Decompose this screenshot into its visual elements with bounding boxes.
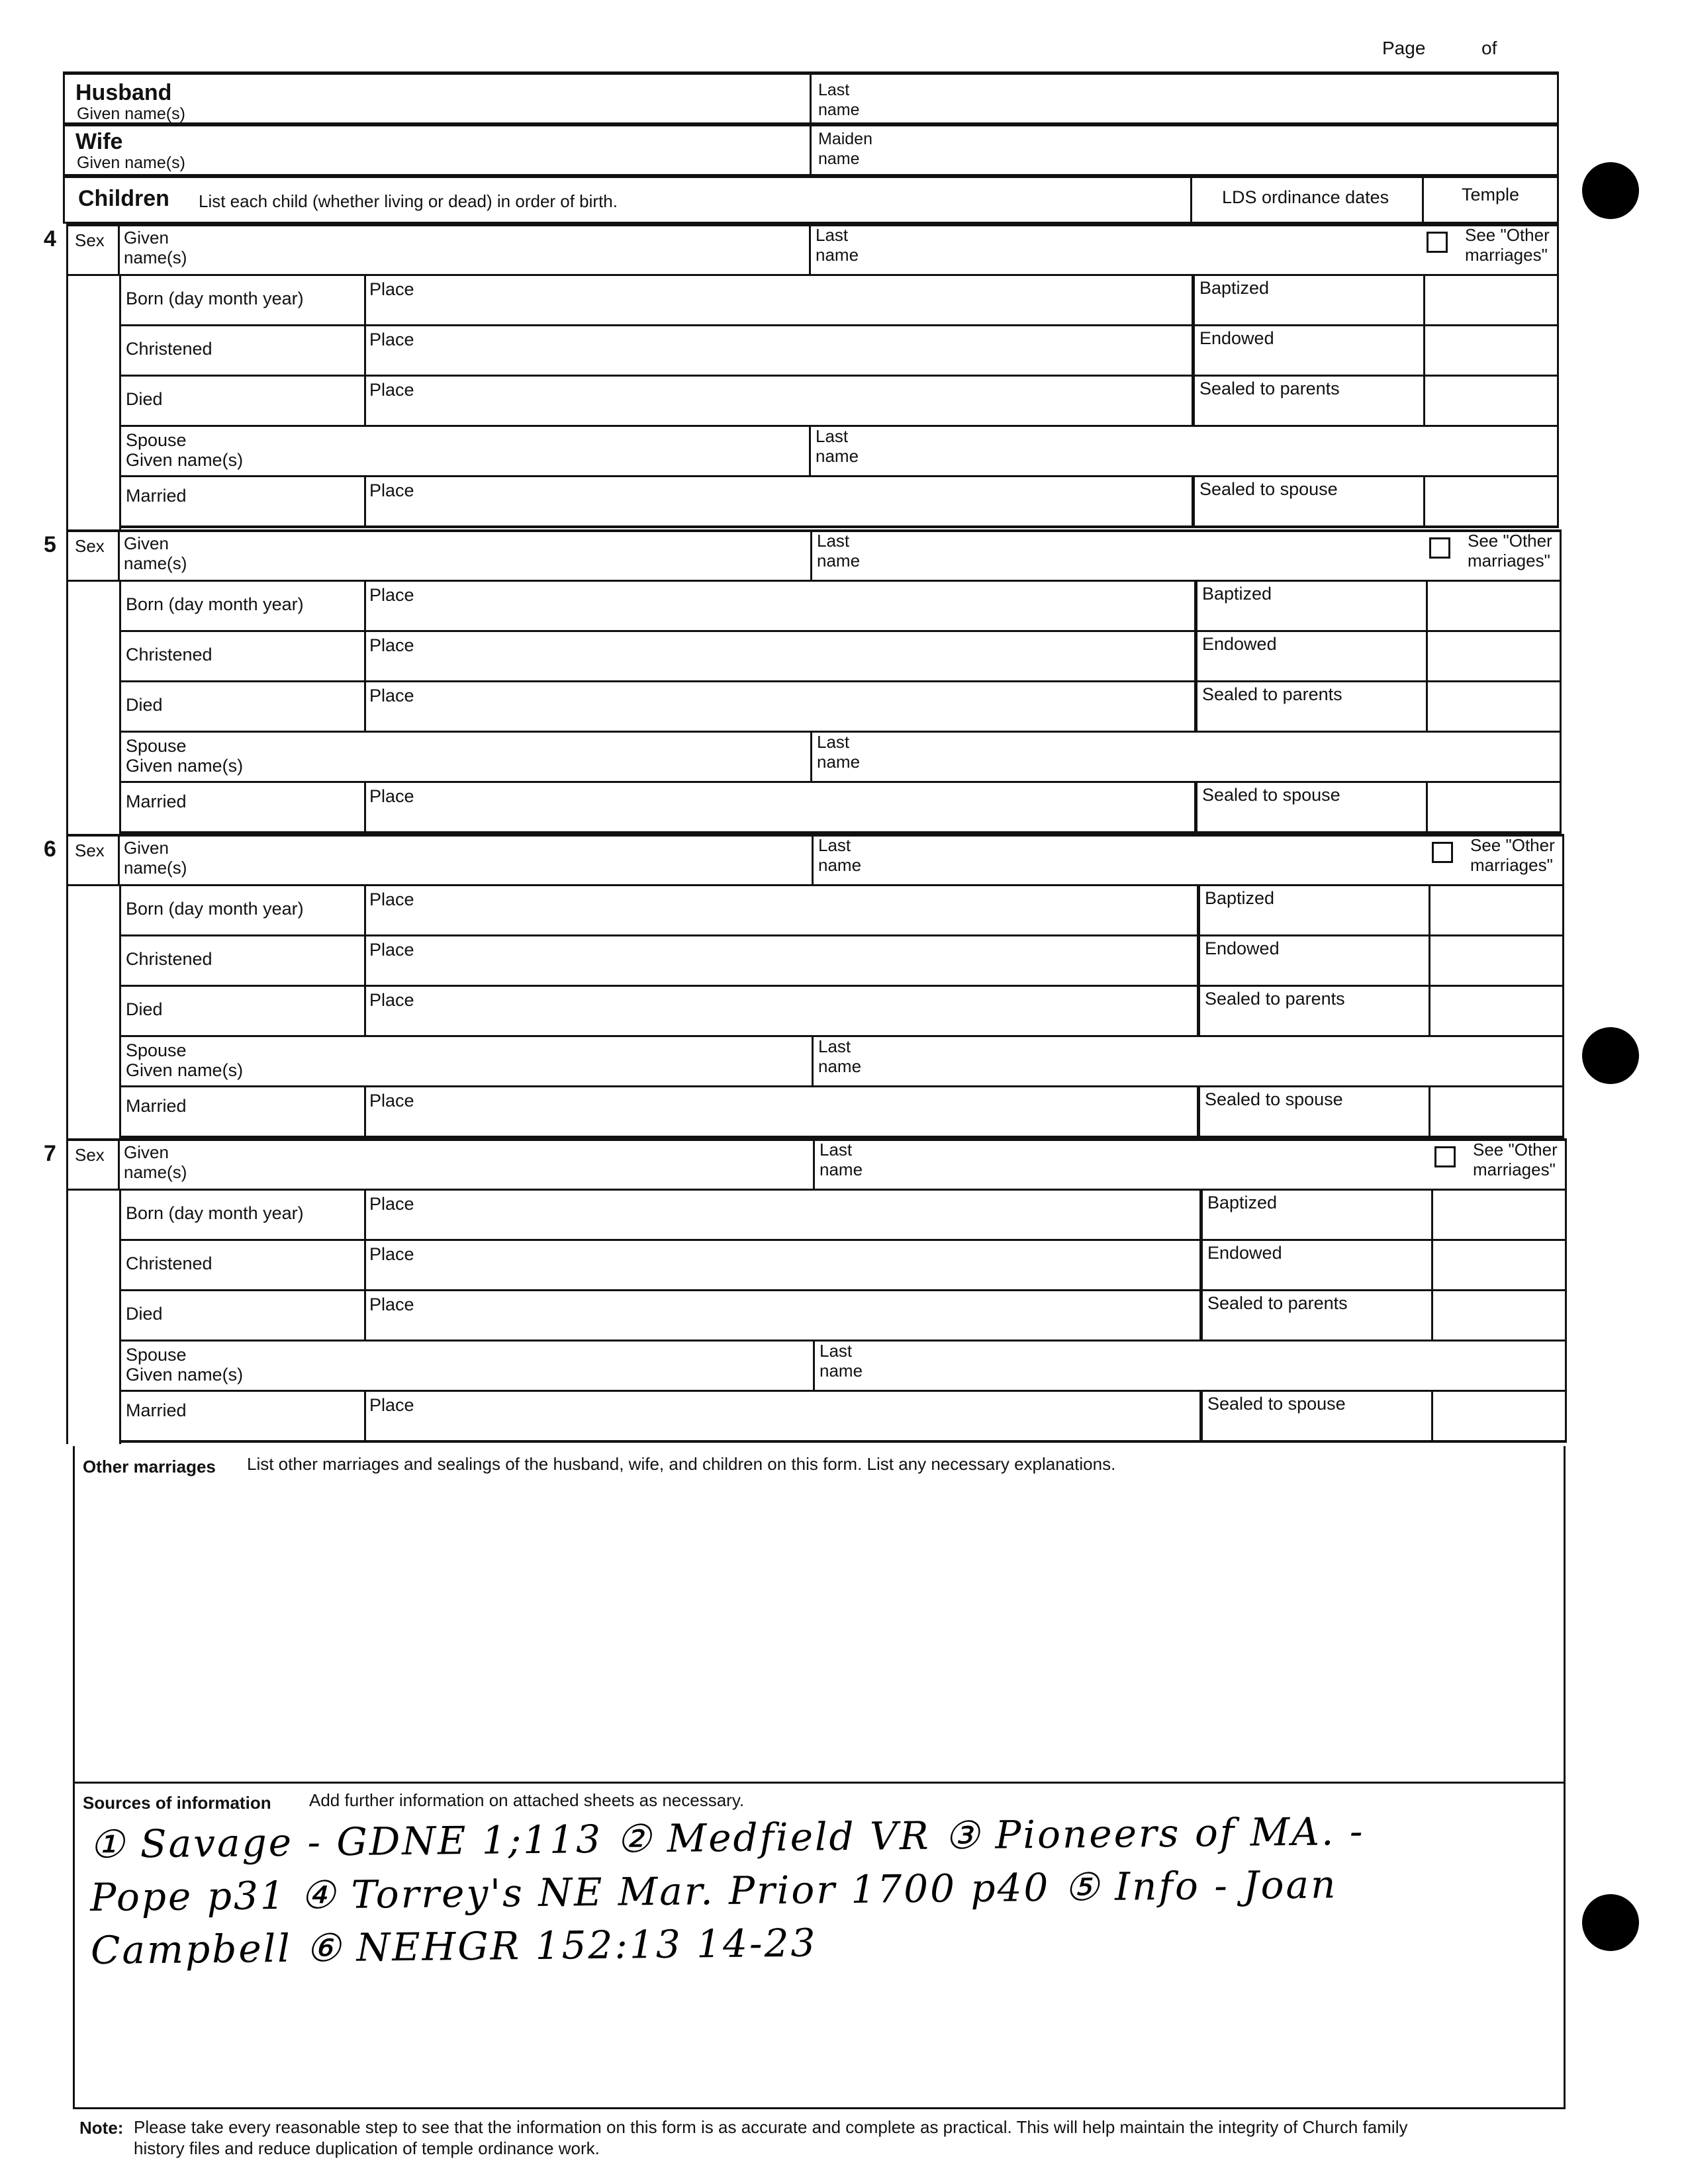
other-marriages-title: Other marriages	[83, 1457, 216, 1477]
child-sealed_parents-date-field[interactable]	[1206, 1314, 1425, 1337]
child-sealed-spouse-label: Sealed to spouse	[1205, 1089, 1343, 1109]
note-label: Note:	[79, 2118, 124, 2138]
child-sealed_parents-date-field[interactable]	[1198, 400, 1417, 422]
child-christened-label: Christened	[126, 339, 212, 359]
child-born-place-label: Place	[369, 1194, 414, 1214]
child-christened-place-label: Place	[369, 940, 414, 960]
child-married-place-label: Place	[369, 1091, 414, 1111]
child-sealed_parents-temple-field[interactable]	[1427, 379, 1554, 421]
child-died-label: Died	[126, 389, 163, 409]
of-label: of	[1481, 38, 1497, 58]
child-married-place-label: Place	[369, 786, 414, 806]
child-married-place-field[interactable]	[424, 1394, 1186, 1436]
husband-last-label: Last name	[818, 81, 860, 119]
child-christened-label: Christened	[126, 1253, 212, 1273]
child-christened-label: Christened	[126, 645, 212, 664]
children-title: Children	[78, 186, 169, 211]
child-given-field[interactable]	[222, 533, 797, 574]
child-born-label: Born (day month year)	[126, 1203, 304, 1223]
child-died-place-label: Place	[369, 1295, 414, 1314]
child-christened-label: Christened	[126, 949, 212, 969]
child-christened-place-field[interactable]	[424, 634, 1181, 676]
other-marriages-checkbox[interactable]	[1429, 537, 1450, 559]
child-sex-label: Sex	[75, 841, 105, 860]
other-marriages-note: See "Other marriages"	[1473, 1140, 1558, 1179]
child-born-date-field[interactable]	[123, 582, 360, 627]
child-endowed-temple-field[interactable]	[1432, 938, 1559, 981]
child-baptized-temple-field[interactable]	[1427, 278, 1554, 320]
child-died-date-field[interactable]	[123, 1292, 360, 1337]
child-sealed_parents-temple-field[interactable]	[1432, 989, 1559, 1031]
child-sealed-spouse-temple-field[interactable]	[1432, 1089, 1559, 1132]
child-died-place-label: Place	[369, 380, 414, 400]
binder-hole-middle	[1582, 1027, 1639, 1084]
child-sealed-spouse-label: Sealed to spouse	[1199, 479, 1338, 499]
child-last-label: Last name	[820, 1140, 863, 1179]
child-born-date-field[interactable]	[123, 1191, 360, 1236]
child-endowed-date-field[interactable]	[1203, 960, 1422, 982]
child-born-place-field[interactable]	[424, 1193, 1186, 1235]
child-number: 6	[44, 837, 56, 862]
child-spouse-last-label: Last name	[820, 1341, 863, 1381]
child-sealed-spouse-temple-field[interactable]	[1435, 1394, 1562, 1436]
child-sealed-spouse-date-field[interactable]	[1198, 500, 1417, 523]
child-died-label: Died	[126, 695, 163, 715]
husband-row	[63, 71, 1559, 124]
child-spouse-last-label: Last name	[816, 426, 859, 466]
child-spouse-label: Spouse Given name(s)	[126, 736, 244, 776]
child-married-date-field[interactable]	[123, 478, 360, 523]
other-marriages-checkbox[interactable]	[1432, 842, 1453, 863]
child-sealed-spouse-temple-field[interactable]	[1427, 479, 1554, 522]
other-marriages-field[interactable]	[83, 1486, 1552, 1770]
child-christened-date-field[interactable]	[123, 633, 360, 678]
child-spouse-label: Spouse Given name(s)	[126, 1040, 244, 1080]
child-born-place-field[interactable]	[424, 888, 1184, 931]
child-sealed-spouse-label: Sealed to spouse	[1207, 1394, 1346, 1414]
child-married-place-label: Place	[369, 480, 414, 500]
child-sex-label: Sex	[75, 230, 105, 250]
child-given-field[interactable]	[222, 838, 798, 879]
child-born-place-label: Place	[369, 585, 414, 605]
child-died-place-label: Place	[369, 990, 414, 1010]
child-sealed_parents-label: Sealed to parents	[1205, 989, 1345, 1009]
child-married-label: Married	[126, 792, 187, 811]
child-given-field[interactable]	[222, 1142, 800, 1183]
child-sealed_parents-label: Sealed to parents	[1199, 379, 1340, 398]
child-married-place-field[interactable]	[424, 1089, 1184, 1132]
child-born-label: Born (day month year)	[126, 289, 304, 308]
other-marriages-section	[73, 1446, 1566, 1784]
child-baptized-temple-field[interactable]	[1432, 888, 1559, 931]
child-baptized-date-field[interactable]	[1198, 299, 1417, 322]
child-endowed-label: Endowed	[1199, 328, 1274, 348]
child-died-place-field[interactable]	[424, 684, 1181, 727]
child-died-place-field[interactable]	[424, 1293, 1186, 1336]
wife-given-label: Given name(s)	[77, 154, 185, 172]
child-endowed-date-field[interactable]	[1206, 1264, 1425, 1287]
wife-title: Wife	[75, 129, 123, 154]
child-sealed-spouse-label: Sealed to spouse	[1202, 785, 1340, 805]
child-endowed-temple-field[interactable]	[1427, 328, 1554, 371]
child-baptized-temple-field[interactable]	[1435, 1193, 1562, 1235]
child-given-label: Given name(s)	[124, 533, 187, 573]
child-born-date-field[interactable]	[123, 277, 360, 322]
child-christened-place-field[interactable]	[424, 328, 1178, 371]
husband-given-label: Given name(s)	[77, 105, 185, 123]
child-endowed-temple-field[interactable]	[1430, 634, 1556, 676]
child-given-label: Given name(s)	[124, 228, 187, 267]
child-spouse-given-field[interactable]	[318, 429, 796, 470]
child-number: 4	[44, 226, 56, 251]
child-died-date-field[interactable]	[123, 683, 360, 728]
other-marriages-note: See "Other marriages"	[1465, 225, 1550, 265]
child-died-label: Died	[126, 1304, 163, 1324]
child-baptized-label: Baptized	[1205, 888, 1275, 908]
child-sealed-spouse-date-field[interactable]	[1203, 1111, 1422, 1133]
child-sealed_parents-label: Sealed to parents	[1202, 684, 1342, 704]
child-endowed-date-field[interactable]	[1201, 655, 1419, 678]
child-baptized-temple-field[interactable]	[1430, 584, 1556, 626]
child-given-label: Given name(s)	[124, 838, 187, 878]
child-endowed-label: Endowed	[1207, 1243, 1282, 1263]
child-spouse-label: Spouse Given name(s)	[126, 1345, 244, 1385]
child-last-label: Last name	[816, 225, 859, 265]
child-spouse-last-field[interactable]	[878, 1039, 1551, 1080]
child-number: 5	[44, 532, 56, 557]
child-spouse-given-field[interactable]	[318, 1039, 798, 1080]
child-born-place-label: Place	[369, 279, 414, 299]
child-born-label: Born (day month year)	[126, 594, 304, 614]
child-christened-date-field[interactable]	[123, 1242, 360, 1287]
child-spouse-label: Spouse Given name(s)	[126, 430, 244, 470]
child-spouse-last-field[interactable]	[879, 1343, 1554, 1385]
page-label: Page	[1382, 38, 1426, 58]
child-spouse-given-field[interactable]	[318, 1343, 800, 1385]
child-last-label: Last name	[817, 531, 861, 570]
child-given-label: Given name(s)	[124, 1142, 187, 1182]
child-baptized-date-field[interactable]	[1203, 909, 1422, 932]
child-spouse-last-field[interactable]	[875, 429, 1546, 470]
child-sealed_parents-temple-field[interactable]	[1435, 1293, 1562, 1336]
child-sealed-spouse-date-field[interactable]	[1206, 1415, 1425, 1437]
child-married-label: Married	[126, 1096, 187, 1116]
child-endowed-label: Endowed	[1202, 634, 1277, 654]
wife-row	[63, 124, 1559, 176]
child-sealed_parents-temple-field[interactable]	[1430, 684, 1556, 727]
child-spouse-last-label: Last name	[817, 732, 861, 772]
sources-section	[73, 1782, 1566, 2109]
child-died-date-field[interactable]	[123, 377, 360, 422]
binder-hole-bottom	[1582, 1894, 1639, 1951]
child-endowed-label: Endowed	[1205, 938, 1280, 958]
binder-hole-top	[1582, 162, 1639, 219]
child-married-date-field[interactable]	[123, 1392, 360, 1437]
child-baptized-label: Baptized	[1199, 278, 1270, 298]
child-baptized-date-field[interactable]	[1201, 605, 1419, 627]
wife-maiden-field[interactable]	[886, 130, 1541, 170]
child-christened-date-field[interactable]	[123, 937, 360, 982]
child-christened-place-field[interactable]	[424, 1243, 1186, 1285]
child-sealed-spouse-date-field[interactable]	[1201, 806, 1419, 829]
child-christened-date-field[interactable]	[123, 327, 360, 372]
child-christened-place-label: Place	[369, 330, 414, 349]
child-married-date-field[interactable]	[123, 1088, 360, 1133]
child-married-label: Married	[126, 486, 187, 506]
child-born-label: Born (day month year)	[126, 899, 304, 919]
child-married-date-field[interactable]	[123, 784, 360, 829]
child-married-place-field[interactable]	[424, 479, 1178, 522]
child-sex-label: Sex	[75, 1145, 105, 1165]
child-married-place-label: Place	[369, 1395, 414, 1415]
other-marriages-instruction: List other marriages and sealings of the husband, wife, and children on this form. List any necessary explanations.	[247, 1454, 1116, 1474]
child-sealed_parents-date-field[interactable]	[1203, 1010, 1422, 1032]
other-marriages-checkbox[interactable]	[1427, 232, 1448, 253]
other-marriages-note: See "Other marriages"	[1470, 835, 1555, 875]
child-number: 7	[44, 1141, 56, 1166]
child-born-place-field[interactable]	[424, 278, 1178, 320]
child-christened-place-label: Place	[369, 635, 414, 655]
child-married-label: Married	[126, 1400, 187, 1420]
child-given-field[interactable]	[222, 228, 796, 269]
child-christened-place-field[interactable]	[424, 938, 1184, 981]
child-born-date-field[interactable]	[123, 887, 360, 932]
child-died-place-label: Place	[369, 686, 414, 705]
child-spouse-last-label: Last name	[818, 1036, 862, 1076]
children-instruction: List each child (whether living or dead) in order of birth.	[199, 191, 618, 211]
wife-given-field[interactable]	[303, 130, 793, 170]
husband-given-field[interactable]	[303, 80, 793, 120]
temple-label: Temple	[1462, 185, 1520, 205]
husband-last-field[interactable]	[886, 80, 1541, 120]
child-sealed_parents-label: Sealed to parents	[1207, 1293, 1348, 1313]
child-spouse-given-field[interactable]	[318, 735, 797, 776]
child-endowed-date-field[interactable]	[1198, 349, 1417, 372]
child-baptized-label: Baptized	[1202, 584, 1272, 604]
child-christened-place-label: Place	[369, 1244, 414, 1264]
child-baptized-label: Baptized	[1207, 1193, 1278, 1212]
child-baptized-date-field[interactable]	[1206, 1214, 1425, 1236]
child-last-label: Last name	[818, 835, 862, 875]
child-endowed-temple-field[interactable]	[1435, 1243, 1562, 1285]
handwritten-sources: ① Savage - GDNE 1;113 ② Medfield VR ③ Pioneers of MA. - Pope p31 ④ Torrey's NE Mar. Prior 1700 p40 ⑤ Info - Joan Campbell ⑥ NEHGR 152:13 14-23	[89, 1808, 1365, 1973]
child-sealed_parents-date-field[interactable]	[1201, 705, 1419, 728]
child-sealed-spouse-temple-field[interactable]	[1430, 785, 1556, 827]
child-died-date-field[interactable]	[123, 987, 360, 1032]
husband-title: Husband	[75, 80, 172, 105]
lds-ordinance-label: LDS ordinance dates	[1222, 187, 1389, 207]
children-header	[63, 176, 1559, 224]
child-born-place-label: Place	[369, 889, 414, 909]
child-died-place-field[interactable]	[424, 379, 1178, 421]
wife-maiden-label: Maiden name	[818, 130, 872, 168]
sources-instruction: Add further information on attached sheets as necessary.	[309, 1790, 745, 1810]
child-spouse-last-field[interactable]	[876, 735, 1548, 776]
child-sex-label: Sex	[75, 536, 105, 556]
child-died-label: Died	[126, 999, 163, 1019]
other-marriages-checkbox[interactable]	[1434, 1146, 1456, 1167]
child-married-place-field[interactable]	[424, 785, 1181, 827]
child-born-place-field[interactable]	[424, 584, 1181, 626]
sources-title: Sources of information	[83, 1793, 271, 1813]
other-marriages-note: See "Other marriages"	[1468, 531, 1552, 570]
child-died-place-field[interactable]	[424, 989, 1184, 1031]
note-text: Please take every reasonable step to see that the information on this form is as accurate and complete as practical. This will help maintain the integrity of Church family history files and reduce duplication of temple ordinance work.	[134, 2117, 1408, 2158]
